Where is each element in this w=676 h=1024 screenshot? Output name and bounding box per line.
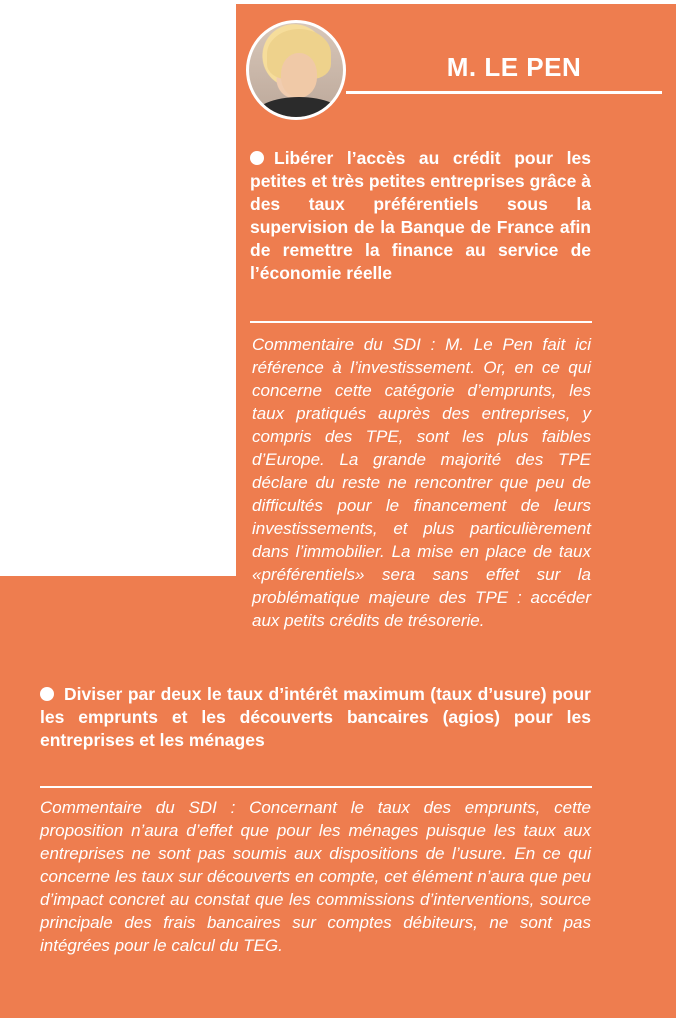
proposal-2-divider xyxy=(40,786,592,788)
proposal-2 xyxy=(40,683,591,752)
bullet-icon xyxy=(250,151,264,165)
portrait-face xyxy=(281,53,317,97)
comment-1-text: Commentaire du SDI : M. Le Pen fait ici référence à l’investissement. Or, en ce qui concerne cette catégorie d’emprunts, les taux pratiqués auprès des entreprises, y compris des TPE, sont les plus faibles d’Europe. La grande majorité des TPE déclare du reste ne rencontrer que peu de difficultés pour le financement de leurs investissements, et plus particulièrement dans l’immobilier. La mise en place de taux «préférentiels» sera sans effet sur la problématique majeure des TPE : accéder aux petits crédits de trésorerie. xyxy=(252,335,591,630)
proposal-1-text: Libérer l’accès au crédit pour les petites et très petites entreprises grâce à des taux préférentiels sous la supervision de la Banque de France afin de remettre la finance au service de l’économie réelle xyxy=(250,148,591,283)
proposal-2-text: Diviser par deux le taux d’intérêt maximum (taux d’usure) pour les emprunts et les découverts bancaires (agios) pour les entreprises et les ménages xyxy=(40,684,591,750)
comment-2-text: Commentaire du SDI : Concernant le taux des emprunts, cette proposition n’aura d’effet que pour les ménages puisque les taux aux entreprises ne sont pas soumis aux dispositions de l’usure. En ce qui concerne les taux sur découverts en compte, cet élément n’aura que peu d’impact concret au constat que les commissions d’interventions, source principale des frais bancaires sur comptes débiteurs, ne sont pas intégrées pour le calcul du TEG. xyxy=(40,798,591,955)
portrait-shoulders xyxy=(253,97,345,120)
comment-1 xyxy=(252,333,591,655)
bullet-icon xyxy=(40,687,54,701)
header-divider xyxy=(346,91,662,94)
candidate-name: M. LE PEN xyxy=(446,52,582,82)
proposal-1-divider xyxy=(250,321,592,323)
comment-2 xyxy=(40,796,591,957)
portrait-photo xyxy=(246,20,346,120)
proposal-1 xyxy=(250,147,591,285)
